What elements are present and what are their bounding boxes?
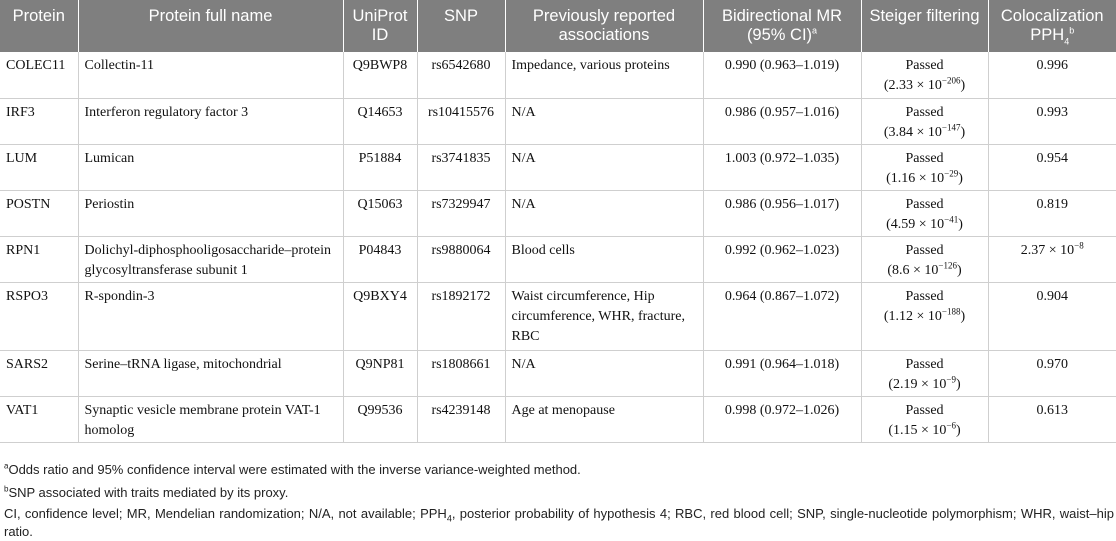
header-protein: Protein (0, 0, 78, 52)
abbrev-sub: 4 (446, 513, 452, 524)
cell-full-name: Dolichyl-diphosphooligosaccharide–protein glycosyltransferase subunit 1 (78, 236, 343, 282)
cell-associations: N/A (505, 98, 703, 144)
abbrev-post: , posterior probability of hypothesis 4; RBC, red blood cell; SNP, single-nucleotide polymorphism; WHR, waist–hip ratio. (4, 506, 1114, 539)
cell-uniprot: Q99536 (343, 396, 417, 442)
cell-coloc: 0.993 (988, 98, 1116, 144)
cell-coloc: 0.904 (988, 282, 1116, 350)
steiger-p-exponent: −126 (938, 259, 957, 270)
cell-associations: Age at menopause (505, 396, 703, 442)
steiger-status: Passed (905, 196, 944, 212)
cell-mr: 0.991 (0.964–1.018) (703, 350, 861, 396)
cell-uniprot: Q15063 (343, 190, 417, 236)
cell-protein: RPN1 (0, 236, 78, 282)
header-full-name: Protein full name (78, 0, 343, 52)
table-row (0, 144, 1116, 190)
cell-mr: 0.998 (0.972–1.026) (703, 396, 861, 442)
table-row (0, 396, 1116, 442)
cell-mr: 0.964 (0.867–1.072) (703, 282, 861, 350)
table-row (0, 190, 1116, 236)
cell-associations: N/A (505, 190, 703, 236)
cell-protein: POSTN (0, 190, 78, 236)
table-row (0, 350, 1116, 396)
cell-associations: Impedance, various proteins (505, 52, 703, 98)
cell-uniprot: P04843 (343, 236, 417, 282)
cell-coloc: 0.970 (988, 350, 1116, 396)
steiger-p-exponent: −188 (941, 305, 961, 316)
footnote-mark-b: b (1069, 25, 1075, 36)
footnote-a-mark: a (4, 461, 9, 471)
cell-full-name: Lumican (78, 144, 343, 190)
cell-protein: VAT1 (0, 396, 78, 442)
steiger-p-close: ) (958, 216, 963, 232)
steiger-status: Passed (905, 288, 944, 304)
steiger-p-mantissa: (1.15 × 10 (888, 422, 947, 438)
steiger-p-close: ) (960, 78, 966, 93)
cell-mr: 0.990 (0.963–1.019) (703, 52, 861, 98)
cell-mr: 0.986 (0.956–1.017) (703, 190, 861, 236)
footnote-a-text: Odds ratio and 95% confidence interval were estimated with the inverse variance-weighted method. (8, 462, 581, 477)
cell-associations: N/A (505, 144, 703, 190)
cell-uniprot: P51884 (343, 144, 417, 190)
coloc-mantissa: 2.37 × 10 (1020, 242, 1075, 258)
steiger-p-exponent: −206 (941, 75, 961, 86)
cell-snp: rs6542680 (417, 52, 505, 98)
footnote-a (4, 461, 1114, 479)
cell-mr: 1.003 (0.972–1.035) (703, 144, 861, 190)
footnote-b (4, 484, 1114, 502)
cell-mr: 0.992 (0.962–1.023) (703, 236, 861, 282)
footnote-mark-a: a (812, 25, 818, 36)
steiger-status: Passed (905, 402, 944, 418)
cell-snp: rs4239148 (417, 396, 505, 442)
steiger-p-close: ) (958, 170, 963, 186)
cell-protein: COLEC11 (0, 52, 78, 98)
footnote-b-mark: b (4, 484, 9, 494)
steiger-p-mantissa: (8.6 × 10 (887, 262, 939, 278)
steiger-p-exponent: −147 (941, 121, 961, 132)
steiger-p-mantissa: (4.59 × 10 (886, 216, 945, 232)
cell-snp: rs3741835 (417, 144, 505, 190)
cell-full-name: Collectin-11 (78, 52, 343, 98)
table-row (0, 282, 1116, 350)
abbreviations-note (4, 505, 1114, 541)
steiger-p-close: ) (955, 376, 961, 392)
header-row (0, 0, 1116, 52)
cell-uniprot: Q9BWP8 (343, 52, 417, 98)
cell-full-name: Periostin (78, 190, 343, 236)
steiger-p-close: ) (956, 262, 962, 278)
cell-uniprot: Q9BXY4 (343, 282, 417, 350)
cell-full-name: R-spondin-3 (78, 282, 343, 350)
cell-full-name: Interferon regulatory factor 3 (78, 98, 343, 144)
header-coloc-subscript: 4 (1064, 36, 1070, 47)
cell-steiger (861, 144, 988, 190)
cell-steiger (861, 396, 988, 442)
steiger-p-close: ) (955, 422, 961, 438)
cell-coloc (988, 236, 1116, 282)
steiger-p-exponent: −41 (944, 213, 959, 224)
header-mr (703, 0, 861, 52)
footnote-b-text: SNP associated with traits mediated by its proxy. (8, 485, 289, 500)
cell-coloc: 0.954 (988, 144, 1116, 190)
cell-associations: Waist circumference, Hip circumference, WHR, fracture, RBC (505, 282, 703, 350)
header-coloc-label: Colocalization PPH (1000, 7, 1104, 44)
cell-snp: rs7329947 (417, 190, 505, 236)
cell-associations: Blood cells (505, 236, 703, 282)
cell-steiger (861, 236, 988, 282)
cell-snp: rs1892172 (417, 282, 505, 350)
steiger-status: Passed (905, 356, 944, 372)
steiger-status: Passed (905, 58, 944, 73)
cell-full-name: Synaptic vesicle membrane protein VAT-1 homolog (78, 396, 343, 442)
steiger-status: Passed (905, 104, 944, 120)
cell-steiger (861, 350, 988, 396)
table-row (0, 98, 1116, 144)
steiger-p-exponent: −29 (944, 167, 959, 178)
cell-protein: IRF3 (0, 98, 78, 144)
steiger-p-close: ) (960, 124, 966, 140)
cell-associations: N/A (505, 350, 703, 396)
steiger-p-mantissa: (1.16 × 10 (886, 170, 945, 186)
table-row (0, 52, 1116, 98)
cell-protein: LUM (0, 144, 78, 190)
cell-coloc: 0.996 (988, 52, 1116, 98)
cell-protein: RSPO3 (0, 282, 78, 350)
steiger-p-mantissa: (3.84 × 10 (883, 124, 942, 140)
steiger-status: Passed (905, 242, 944, 258)
cell-steiger (861, 98, 988, 144)
header-uniprot: UniProt ID (343, 0, 417, 52)
header-steiger: Steiger filtering (861, 0, 988, 52)
cell-snp: rs10415576 (417, 98, 505, 144)
steiger-status: Passed (905, 150, 944, 166)
abbrev-pre: CI, confidence level; MR, Mendelian randomization; N/A, not available; PPH (4, 506, 447, 521)
cell-snp: rs9880064 (417, 236, 505, 282)
cell-steiger (861, 282, 988, 350)
cell-full-name: Serine–tRNA ligase, mitochondrial (78, 350, 343, 396)
steiger-p-mantissa: (2.33 × 10 (883, 78, 942, 93)
cell-protein: SARS2 (0, 350, 78, 396)
steiger-p-mantissa: (1.12 × 10 (883, 308, 942, 324)
cell-steiger (861, 52, 988, 98)
header-coloc (988, 0, 1116, 52)
cell-uniprot: Q14653 (343, 98, 417, 144)
cell-uniprot: Q9NP81 (343, 350, 417, 396)
cell-coloc: 0.819 (988, 190, 1116, 236)
table-row (0, 236, 1116, 282)
steiger-p-mantissa: (2.19 × 10 (888, 376, 947, 392)
cell-mr: 0.986 (0.957–1.016) (703, 98, 861, 144)
cell-snp: rs1808661 (417, 350, 505, 396)
steiger-p-exponent: −9 (946, 373, 956, 384)
coloc-exponent: −8 (1074, 239, 1084, 250)
cell-coloc: 0.613 (988, 396, 1116, 442)
header-associations: Previously reported associations (505, 0, 703, 52)
header-mr-label: Bidirectional MR (95% CI) (721, 7, 843, 44)
steiger-p-close: ) (960, 308, 966, 324)
steiger-p-exponent: −6 (946, 419, 956, 430)
cell-steiger (861, 190, 988, 236)
header-snp: SNP (417, 0, 505, 52)
